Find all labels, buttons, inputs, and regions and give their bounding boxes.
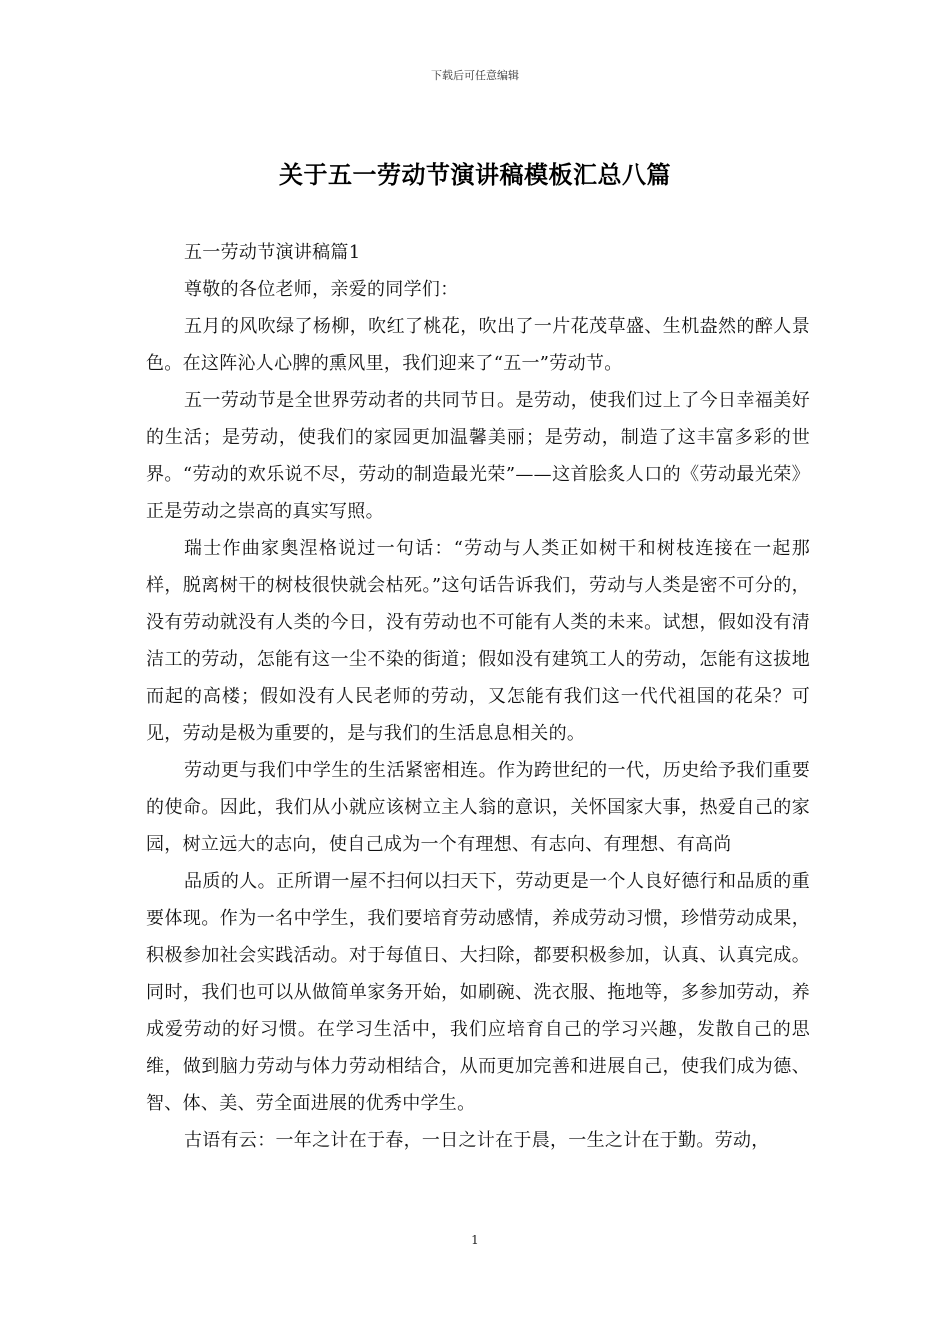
section-heading: 五一劳动节演讲稿篇1 [184, 242, 361, 263]
salutation: 尊敬的各位老师，亲爱的同学们： [184, 279, 459, 300]
document-title: 关于五一劳动节演讲稿模板汇总八篇 [279, 160, 671, 189]
body-paragraph: 劳动更与我们中学生的生活紧密相连。作为跨世纪的一代，历史给予我们重要的使命。因此，我们从小就应该树立主人翁的意识，关怀国家大事，热爱自己的家园，树立远大的志向，使自己成为一个有理想、有志向、有理想、有高尚 [146, 760, 810, 855]
body-paragraph: 五月的风吹绿了杨柳，吹红了桃花，吹出了一片花茂草盛、生机盎然的醉人景色。在这阵沁人心脾的熏风里，我们迎来了“五一”劳动节。 [146, 316, 810, 374]
body-paragraph: 品质的人。正所谓一屋不扫何以扫天下，劳动更是一个人良好德行和品质的重要体现。作为一名中学生，我们要培育劳动感情，养成劳动习惯，珍惜劳动成果，积极参加社会实践活动。对于每值日、大扫除，都要积极参加，认真、认真完成。同时，我们也可以从做简单家务开始，如刷碗、洗衣服、拖地等，多参加劳动，养成爱劳动的好习惯。在学习生活中，我们应培育自己的学习兴趣，发散自己的思维，做到脑力劳动与体力劳动相结合，从而更加完善和进展自己，使我们成为德、智、体、美、劳全面进展的优秀中学生。 [146, 871, 810, 1114]
body-paragraph: 五一劳动节是全世界劳动者的共同节日。是劳动，使我们过上了今日幸福美好的生活；是劳动，使我们的家园更加温馨美丽；是劳动，制造了这丰富多彩的世界。“劳动的欢乐说不尽，劳动的制造最光荣”——这首脍炙人口的《劳动最光荣》正是劳动之崇高的真实写照。 [146, 390, 810, 522]
page-number: 1 [471, 1233, 479, 1247]
document-body [146, 234, 810, 1159]
body-paragraph: 瑞士作曲家奥涅格说过一句话：“劳动与人类正如树干和树枝连接在一起那样，脱离树干的树枝很快就会枯死。”这句话告诉我们，劳动与人类是密不可分的，没有劳动就没有人类的今日，没有劳动也不可能有人类的未来。试想，假如没有清洁工的劳动，怎能有这一尘不染的街道；假如没有建筑工人的劳动，怎能有这拔地而起的高楼；假如没有人民老师的劳动，又怎能有我们这一代代祖国的花朵？可见，劳动是极为重要的，是与我们的生活息息相关的。 [146, 538, 810, 744]
page-header-note: 下载后可任意编辑 [431, 69, 519, 82]
body-paragraph: 古语有云：一年之计在于春，一日之计在于晨，一生之计在于勤。劳动， [184, 1130, 770, 1151]
